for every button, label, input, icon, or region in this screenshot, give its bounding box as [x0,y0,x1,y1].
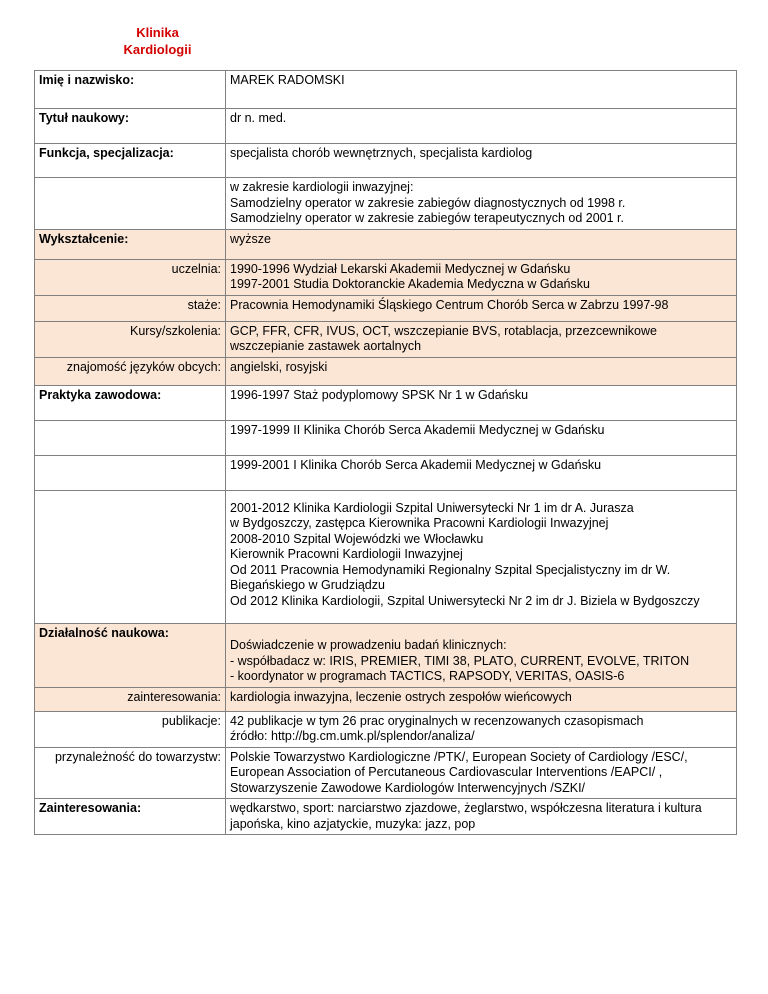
research-value [226,624,737,688]
university-line-1: 1990-1996 Wydział Lekarski Akademii Medycznej w Gdańsku [230,261,571,276]
row-interests-sci [35,687,737,711]
practice-block-line-6: Biegańskiego w Grudziądzu [230,578,385,592]
interests-sci-value: kardiologia inwazyjna, leczenie ostrych zespołów wieńcowych [226,687,737,711]
row-university [35,259,737,295]
internships-label: staże: [35,295,226,321]
row-practice-4 [35,490,737,624]
invasive-line-2: Samodzielny operator w zakresie zabiegów diagnostycznych od 1998 r. [230,195,626,210]
internships-value: Pracownia Hemodynamiki Śląskiego Centrum Chorób Serca w Zabrzu 1997-98 [226,295,737,321]
languages-label: znajomość języków obcych: [35,357,226,385]
societies-line-2: European Association of Percutaneous Cardiovascular Interventions /EAPCI/ , [230,765,663,779]
title-label: Tytuł naukowy: [35,109,226,144]
row-research [35,624,737,688]
hobbies-line-1: wędkarstwo, sport: narciarstwo zjazdowe, żeglarstwo, współczesna literatura i kultura [230,801,702,815]
practice-block-line-4: Kierownik Pracowni Kardiologii Inwazyjnej [230,547,463,561]
societies-line-1: Polskie Towarzystwo Kardiologiczne /PTK/, European Society of Cardiology /ESC/, [230,749,688,764]
practice-item-3: 1999-2001 I Klinika Chorób Serca Akademii Medycznej w Gdańsku [226,455,737,490]
row-invasive [35,178,737,230]
practice-item-2: 1997-1999 II Klinika Chorób Serca Akademii Medycznej w Gdańsku [226,420,737,455]
research-line-2: - współbadacz w: IRIS, PREMIER, TIMI 38, PLATO, CURRENT, EVOLVE, TRITON [230,653,690,668]
row-societies [35,747,737,799]
practice-label-empty-3 [35,455,226,490]
row-practice-2 [35,420,737,455]
row-internships [35,295,737,321]
practice-block-line-3: 2008-2010 Szpital Wojewódzki we Włocławku [230,531,484,546]
invasive-label-empty [35,178,226,230]
courses-line-1: GCP, FFR, CFR, IVUS, OCT, wszczepianie BVS, rotablacja, przezcewnikowe [230,323,657,338]
row-practice-3 [35,455,737,490]
invasive-value [226,178,737,230]
research-line-3: - koordynator w programach TACTICS, RAPSODY, VERITAS, OASIS-6 [230,669,625,683]
publications-line-1: 42 publikacje w tym 26 prac oryginalnych w recenzowanych czasopismach [230,713,644,728]
row-courses [35,321,737,357]
row-education [35,229,737,259]
row-practice-1 [35,385,737,420]
practice-block-line-5: Od 2011 Pracownia Hemodynamiki Regionalny Szpital Specjalistyczny im dr W. [230,562,671,577]
courses-line-2: wszczepianie zastawek aortalnych [230,339,422,353]
publications-value [226,711,737,747]
societies-label: przynależność do towarzystw: [35,747,226,799]
row-function [35,144,737,178]
practice-block-line-7: Od 2012 Klinika Kardiologii, Szpital Uniwersytecki Nr 2 im dr J. Biziela w Bydgoszczy [230,593,700,608]
practice-label-empty-4 [35,490,226,624]
row-title [35,109,737,144]
publications-line-2: źródło: http://bg.cm.umk.pl/splendor/analiza/ [230,729,475,743]
practice-label: Praktyka zawodowa: [35,385,226,420]
societies-line-3: Stowarzyszenie Zawodowe Kardiologów Interwencyjnych /SZKI/ [230,780,586,795]
row-name [35,71,737,109]
cv-table [34,70,737,835]
practice-item-1: 1996-1997 Staż podyplomowy SPSK Nr 1 w Gdańsku [226,385,737,420]
courses-value [226,321,737,357]
clinic-header-line-2: Kardiologii [123,42,192,57]
invasive-line-3: Samodzielny operator w zakresie zabiegów terapeutycznych od 2001 r. [230,211,624,225]
hobbies-line-2: japońska, kino azjatyckie, muzyka: jazz, pop [230,816,476,831]
research-label: Działalność naukowa: [35,624,226,688]
education-label: Wykształcenie: [35,229,226,259]
university-value [226,259,737,295]
education-value: wyższe [226,229,737,259]
name-value: MAREK RADOMSKI [226,71,737,109]
function-value: specjalista chorób wewnętrznych, specjalista kardiolog [226,144,737,178]
hobbies-label: Zainteresowania: [35,799,226,835]
languages-value: angielski, rosyjski [226,357,737,385]
row-hobbies [35,799,737,835]
societies-value [226,747,737,799]
invasive-line-1: w zakresie kardiologii inwazyjnej: [230,180,414,194]
research-line-1: Doświadczenie w prowadzeniu badań klinicznych: [230,638,507,652]
interests-sci-label: zainteresowania: [35,687,226,711]
university-line-2: 1997-2001 Studia Doktoranckie Akademia Medyczna w Gdańsku [230,277,590,291]
hobbies-value [226,799,737,835]
university-label: uczelnia: [35,259,226,295]
name-label: Imię i nazwisko: [35,71,226,109]
practice-block [226,490,737,624]
row-publications [35,711,737,747]
clinic-header-line-1: Klinika [136,25,179,40]
courses-label: Kursy/szkolenia: [35,321,226,357]
publications-label: publikacje: [35,711,226,747]
clinic-header [100,24,215,58]
row-languages [35,357,737,385]
title-value: dr n. med. [226,109,737,144]
practice-block-line-1: 2001-2012 Klinika Kardiologii Szpital Uniwersytecki Nr 1 im dr A. Jurasza [230,500,634,515]
practice-block-line-2: w Bydgoszczy, zastępca Kierownika Pracowni Kardiologii Inwazyjnej [230,516,609,530]
function-label: Funkcja, specjalizacja: [35,144,226,178]
practice-label-empty-2 [35,420,226,455]
